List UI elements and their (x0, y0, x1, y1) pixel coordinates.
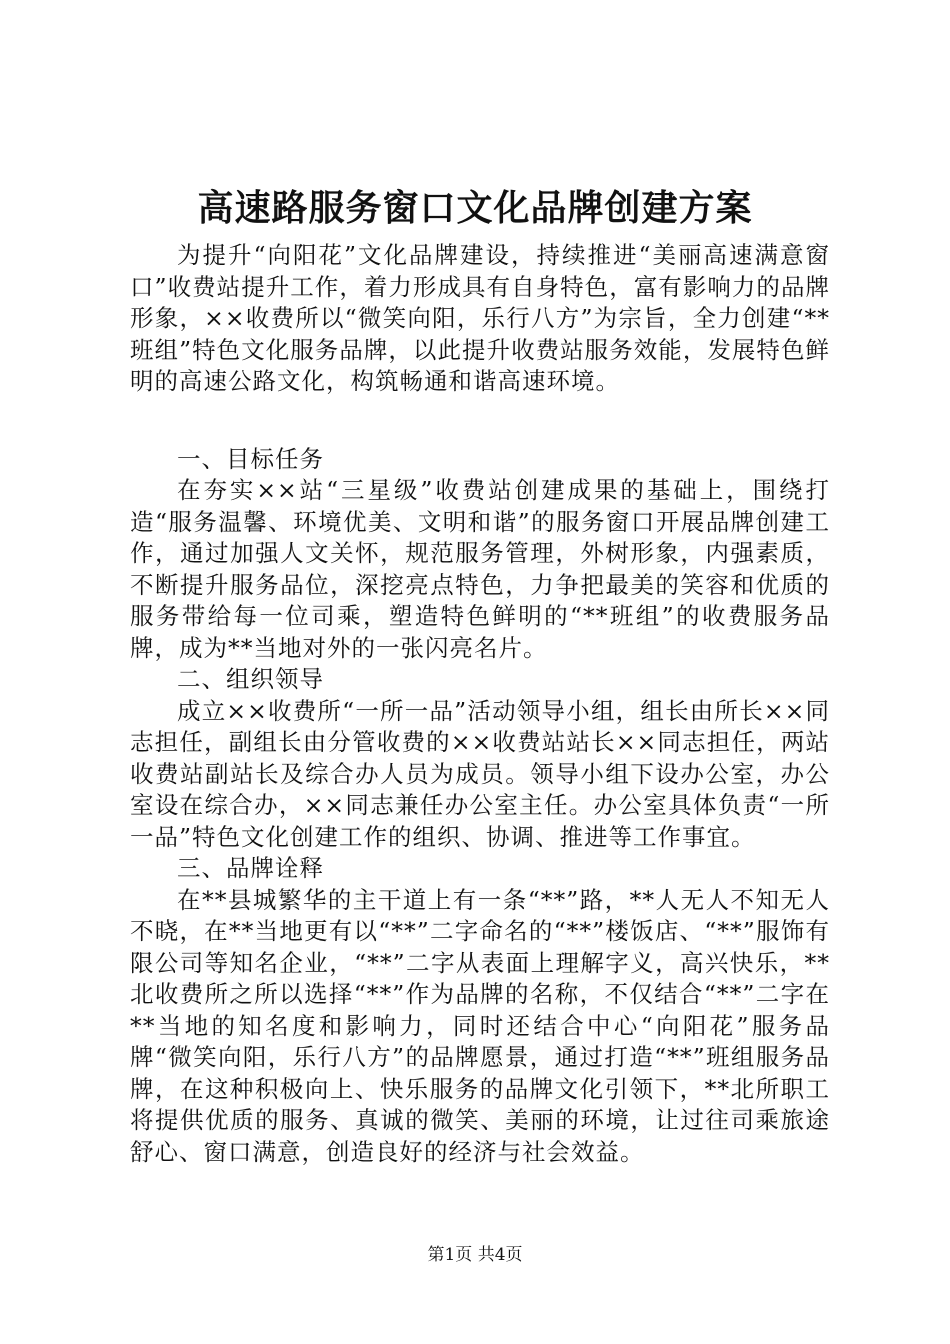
document-body (130, 240, 830, 1168)
section-text-organization: 成立××收费所“一所一品”活动领导小组，组长由所长××同志担任，副组长由分管收费的××收费站站长××同志担任，两站收费站副站长及综合办人员为成员。领导小组下设办公室，办公室设在综合办，××同志兼任办公室主任。办公室具体负责“一所一品”特色文化创建工作的组织、协调、推进等工作事宜。 (130, 696, 830, 851)
page-indicator: 第1页 共4页 (427, 1245, 523, 1265)
section-heading-goals: 一、目标任务 (177, 444, 324, 473)
section-text-goals: 在夯实××站“三星级”收费站创建成果的基础上，围绕打造“服务温馨、环境优美、文明和谐”的服务窗口开展品牌创建工作，通过加强人文关怀，规范服务管理，外树形象，内强素质，不断提升服务品位，深挖亮点特色，力争把最美的笑容和优质的服务带给每一位司乘，塑造特色鲜明的“**班组”的收费服务品牌，成为**当地对外的一张闪亮名片。 (130, 476, 830, 662)
paragraph-spacer (130, 398, 830, 444)
section-heading-organization: 二、组织领导 (177, 665, 324, 693)
document-title: 高速路服务窗口文化品牌创建方案 (197, 187, 753, 229)
section-heading-brand: 三、品牌诠释 (177, 854, 324, 882)
section-text-brand: 在**县城繁华的主干道上有一条“**”路，**人无人不知无人不晓，在**当地更有以“**”二字命名的“**”楼饭店、“**”服饰有限公司等知名企业，“**”二字从表面上理解字义，高兴快乐，**北收费所之所以选择“**”作为品牌的名称，不仅结合“**”二字在**当地的知名度和影响力，同时还结合中心“向阳花”服务品牌“微笑向阳，乐行八方”的品牌愿景，通过打造“**”班组服务品牌，在这种积极向上、快乐服务的品牌文化引领下，**北所职工将提供优质的服务、真诚的微笑、美丽的环境，让过往司乘旅途舒心、窗口满意，创造良好的经济与社会效益。 (130, 885, 830, 1166)
intro-paragraph: 为提升“向阳花”文化品牌建设，持续推进“美丽高速满意窗口”收费站提升工作，着力形成具有自身特色，富有影响力的品牌形象，××收费所以“微笑向阳，乐行八方”为宗旨，全力创建“**班组”特色文化服务品牌，以此提升收费站服务效能，发展特色鲜明的高速公路文化，构筑畅通和谐高速环境。 (130, 241, 830, 395)
